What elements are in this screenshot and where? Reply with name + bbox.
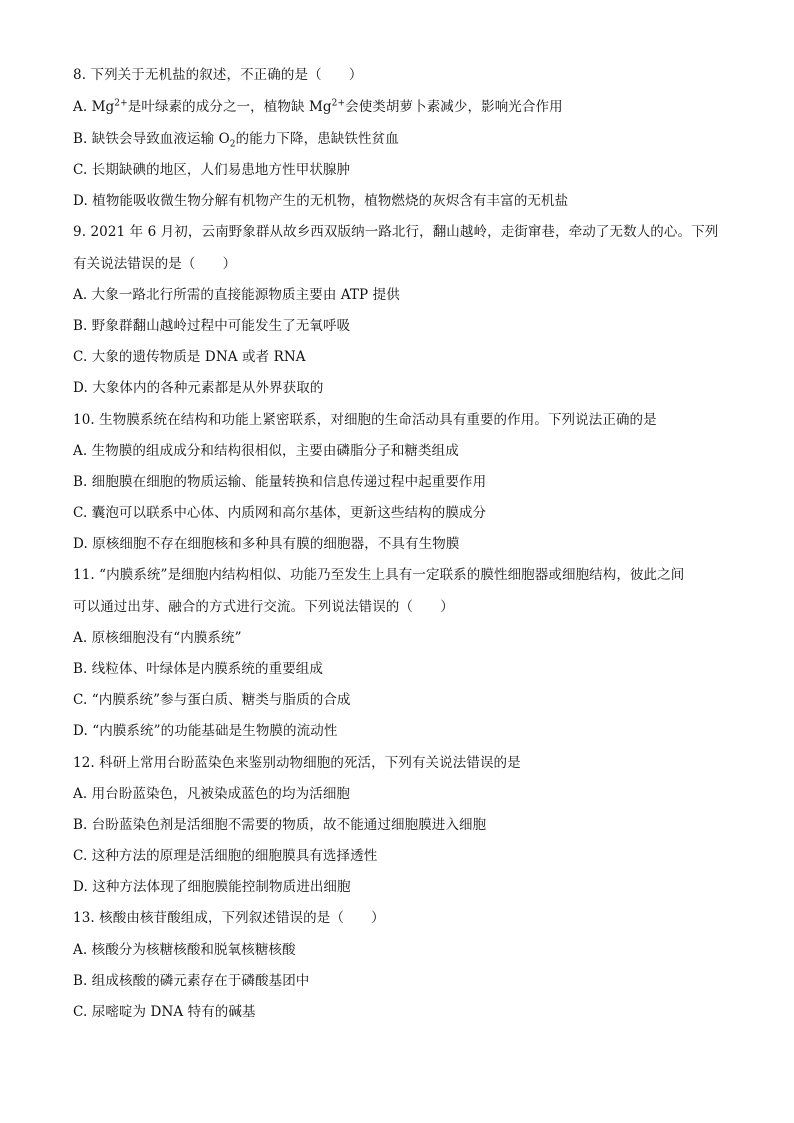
option-text: A. Mg xyxy=(73,99,115,115)
question-9-stem-line2: 有关说法错误的是（ ） xyxy=(73,256,237,272)
option-text: 是叶绿素的成分之一，植物缺 Mg xyxy=(127,99,332,115)
question-9-option-b: B. 野象群翻山越岭过程中可能发生了无氧呼吸 xyxy=(73,318,351,334)
option-text: 的能力下降，患缺铁性贫血 xyxy=(235,131,399,147)
question-8-stem: 8. 下列关于无机盐的叙述，不正确的是（ ） xyxy=(73,67,363,83)
question-8-option-b xyxy=(73,130,399,148)
superscript: 2+ xyxy=(114,98,128,109)
question-8-option-c: C. 长期缺碘的地区，人们易患地方性甲状腺肿 xyxy=(73,162,351,178)
question-11-option-d: D. “内膜系统”的功能基础是生物膜的流动性 xyxy=(73,723,338,739)
question-13-option-b: B. 组成核酸的磷元素存在于磷酸基团中 xyxy=(73,973,310,989)
superscript: 2+ xyxy=(331,98,346,109)
question-13-option-c: C. 尿嘧啶为 DNA 特有的碱基 xyxy=(73,1004,256,1020)
question-10-option-a: A. 生物膜的组成成分和结构很相似，主要由磷脂分子和糖类组成 xyxy=(73,443,459,459)
question-11-option-b: B. 线粒体、叶绿体是内膜系统的重要组成 xyxy=(73,661,324,677)
question-12-option-b: B. 台盼蓝染色剂是活细胞不需要的物质，故不能通过细胞膜进入细胞 xyxy=(73,817,487,833)
option-text: B. 缺铁会导致血液运输 O xyxy=(73,131,230,147)
question-9-option-c: C. 大象的遗传物质是 DNA 或者 RNA xyxy=(73,349,306,365)
question-12-option-c: C. 这种方法的原理是活细胞的细胞膜具有选择透性 xyxy=(73,848,378,864)
question-11-option-a: A. 原核细胞没有“内膜系统” xyxy=(73,630,242,646)
question-11-option-c: C. “内膜系统”参与蛋白质、糖类与脂质的合成 xyxy=(73,692,351,708)
option-text: 会使类胡萝卜素减少，影响光合作用 xyxy=(345,99,563,115)
question-10-option-c: C. 囊泡可以联系中心体、内质网和高尔基体，更新这些结构的膜成分 xyxy=(73,505,487,521)
question-9-option-d: D. 大象体内的各种元素都是从外界获取的 xyxy=(73,380,324,396)
subscript: 2 xyxy=(229,139,236,150)
question-10-option-b: B. 细胞膜在细胞的物质运输、能量转换和信息传递过程中起重要作用 xyxy=(73,474,487,490)
question-11-stem-line2: 可以通过出芽、融合的方式进行交流。下列说法错误的（ ） xyxy=(73,599,454,615)
question-12-stem: 12. 科研上常用台盼蓝染色来鉴别动物细胞的死活，下列有关说法错误的是 xyxy=(73,755,521,771)
question-8-option-d: D. 植物能吸收微生物分解有机物产生的无机物，植物燃烧的灰烬含有丰富的无机盐 xyxy=(73,193,569,209)
question-9-stem-line1: 9. 2021 年 6 月初，云南野象群从故乡西双版纳一路北行，翻山越岭，走街窜巷，牵动了无数人的心。下列 xyxy=(73,224,719,240)
question-12-option-a: A. 用台盼蓝染色，凡被染成蓝色的均为活细胞 xyxy=(73,786,351,802)
question-10-stem: 10. 生物膜系统在结构和功能上紧密联系，对细胞的生命活动具有重要的作用。下列说法正确的是 xyxy=(73,412,657,428)
question-12-option-d: D. 这种方法体现了细胞膜能控制物质进出细胞 xyxy=(73,879,351,895)
question-13-option-a: A. 核酸分为核糖核酸和脱氧核糖核酸 xyxy=(73,942,296,958)
question-9-option-a: A. 大象一路北行所需的直接能源物质主要由 ATP 提供 xyxy=(73,287,400,303)
question-13-stem: 13. 核酸由核苷酸组成，下列叙述错误的是（ ） xyxy=(73,910,385,926)
question-8-option-a xyxy=(73,98,563,116)
question-11-stem-line1: 11. “内膜系统”是细胞内结构相似、功能乃至发生上具有一定联系的膜性细胞器或细胞结构，彼此之间 xyxy=(73,567,685,583)
question-10-option-d: D. 原核细胞不存在细胞核和多种具有膜的细胞器，不具有生物膜 xyxy=(73,536,460,552)
